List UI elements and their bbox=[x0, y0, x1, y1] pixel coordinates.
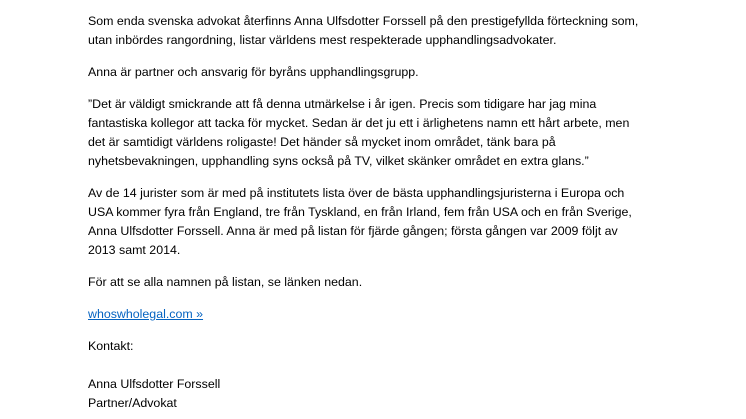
quote-paragraph-line-4: nyhetsbevakningen, upphandling syns också på TV, vilket skänker området en extra glans.” bbox=[88, 154, 589, 168]
quote-paragraph-line-3: det är samtidigt världens roligaste! Det händer så mycket inom området, tänk bara på bbox=[88, 135, 556, 149]
list-paragraph-line-3: Anna Ulfsdotter Forssell. Anna är med på listan för fjärde gången; första gången var 2009 följt av bbox=[88, 224, 618, 238]
role-paragraph: Anna är partner och ansvarig för byråns upphandlingsgrupp. bbox=[88, 65, 419, 79]
link-intro-paragraph: För att se alla namnen på listan, se länken nedan. bbox=[88, 275, 363, 289]
list-paragraph-line-1: Av de 14 jurister som är med på institutets lista över de bästa upphandlingsjuristerna i Europa och bbox=[88, 186, 625, 200]
contact-name: Anna Ulfsdotter Forssell bbox=[88, 377, 221, 391]
whoswholegal-link[interactable]: whoswholegal.com » bbox=[88, 307, 204, 321]
list-paragraph-line-4: 2013 samt 2014. bbox=[88, 243, 181, 257]
list-paragraph-line-2: USA kommer fyra från England, tre från Tyskland, en från Irland, fem från USA och en från Sverige, bbox=[88, 205, 632, 219]
quote-paragraph-line-1: ”Det är väldigt smickrande att få denna utmärkelse i år igen. Precis som tidigare har jag mina bbox=[88, 97, 597, 111]
contact-heading: Kontakt: bbox=[88, 339, 134, 353]
document-body bbox=[88, 12, 728, 413]
intro-paragraph-line-1: Som enda svenska advokat återfinns Anna Ulfsdotter Forssell på den prestigefyllda förteckning som, bbox=[88, 14, 639, 28]
intro-paragraph-line-2: utan inbördes rangordning, listar världens mest respekterade upphandlingsadvokater. bbox=[88, 33, 557, 47]
quote-paragraph-line-2: fantastiska kollegor att tacka för mycket. Sedan är det ju ett i ärlighetens namn ett hårt arbete, men bbox=[88, 116, 630, 130]
contact-title: Partner/Advokat bbox=[88, 396, 177, 410]
